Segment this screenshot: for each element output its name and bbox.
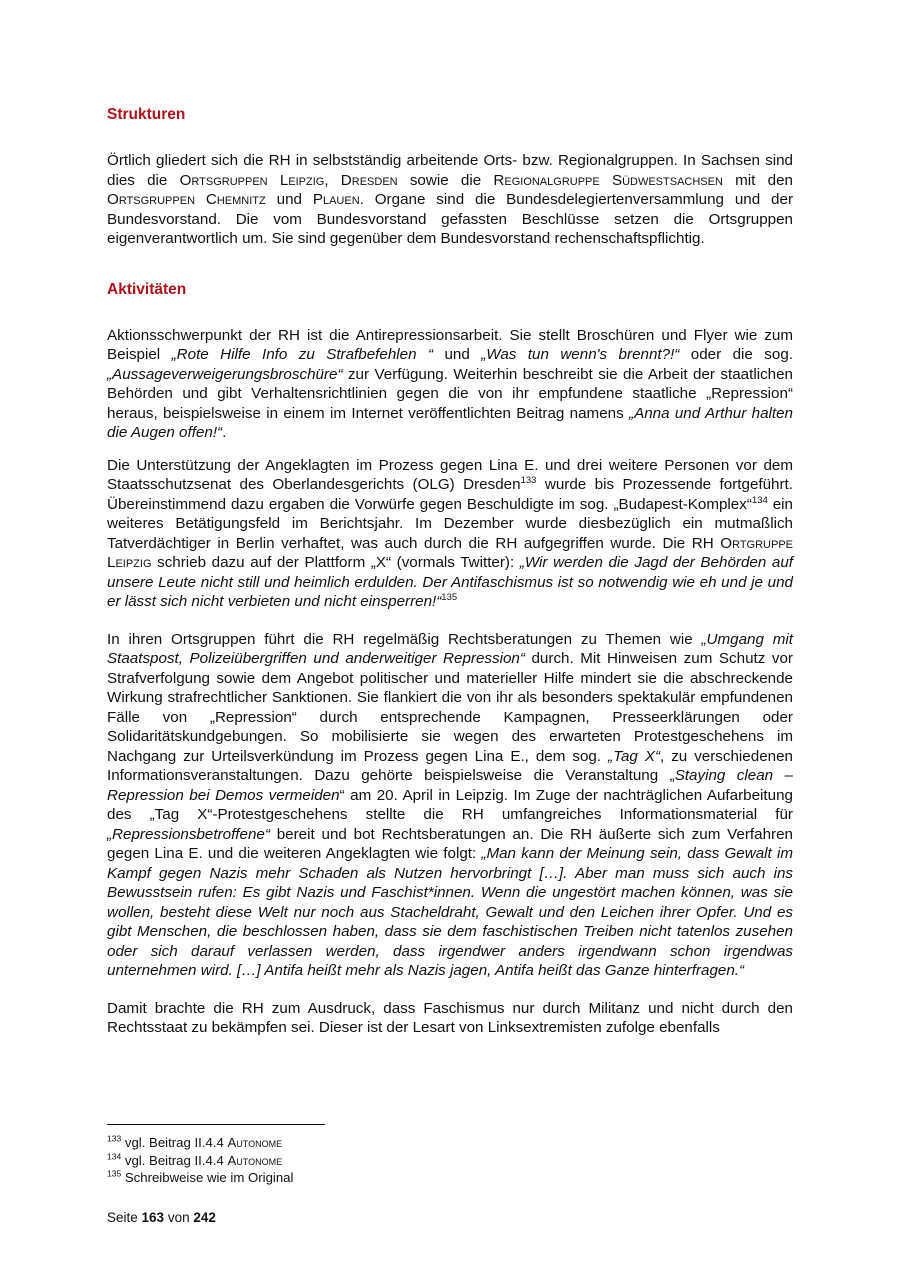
text-run: In ihren Ortsgruppen führt die RH regelmäßig Rechtsberatungen zu Themen wie xyxy=(107,630,702,648)
text-run: oder die sog. xyxy=(679,346,793,363)
title-quote: „Repressionsbetroffene“ xyxy=(107,825,270,843)
text-run: , xyxy=(324,171,341,189)
quote: „Wir werden die Jagd der Behörden auf unsere Leute nicht still und heimlich erdulden. Der Antifaschismus ist so notwendig wie eh und je und er lässt sich nicht verbieten und nicht einsperren!“ xyxy=(107,554,794,610)
title-quote: Staying clean – Repression bei Demos vermeiden xyxy=(107,767,794,804)
org-name: Ortsgruppen Chemnitz xyxy=(107,191,266,208)
org-name: Dresden xyxy=(340,171,398,189)
text-run: bereit und bot Rechtsberatungen an. Die RH äußerte sich zum Verfahren gegen Lina E. und die weiteren Angeklagten wie folgt: xyxy=(107,825,793,862)
text-run: schrieb dazu auf der Plattform „X“ (vormals Twitter): xyxy=(151,554,520,571)
paragraph-aktivitaeten-2 xyxy=(107,456,793,612)
title-quote: „Rote Hilfe Info zu Strafbefehlen “ xyxy=(171,346,434,363)
footnote-ref[interactable]: 135 xyxy=(441,591,458,603)
footnote-number: 135 xyxy=(107,1168,122,1179)
title-quote: „Anna und Arthur halten die Augen offen!“ xyxy=(107,404,794,441)
footnote-number: 133 xyxy=(107,1133,122,1144)
footnote-text: Schreibweise wie im Original xyxy=(124,1170,294,1185)
footnote-item xyxy=(107,1152,793,1170)
text-run: Die Unterstützung der Angeklagten im Prozess gegen Lina E. und drei weitere Personen vor dem Staatsschutzsenat des Oberlandesgerichts (OLG) Dresden xyxy=(107,456,793,493)
title-quote: „Tag X“ xyxy=(608,747,661,765)
footer-prefix: Seite xyxy=(107,1210,142,1225)
title-quote: „Umgang mit Staatspost, Polizeiübergriffen und anderweitiger Repression“ xyxy=(107,630,793,667)
title-quote: „Aussageverweigerungsbroschüre“ xyxy=(107,365,343,383)
footnote-divider xyxy=(107,1124,325,1125)
footer-mid: von xyxy=(164,1210,194,1225)
paragraph-strukturen xyxy=(107,151,793,249)
text-run: , zu verschiedenen Informationsveranstaltungen. Dazu gehörte beispielsweise die Veranstaltung „ xyxy=(107,747,793,784)
section-heading-strukturen: Strukturen xyxy=(107,106,186,123)
paragraph-aktivitaeten-1 xyxy=(107,326,793,443)
footnotes xyxy=(107,1134,793,1187)
text-run: . Organe sind die Bundesdelegiertenversammlung und der Bundesvorstand. Die vom Bundesvorstand gefassten Beschlüsse setzen die Ortsgruppen eigenverantwortlich um. Sie sind gegenüber dem Bundesvorstand rechenschaftspflichtig. xyxy=(107,191,794,247)
footnote-ref[interactable]: 134 xyxy=(751,494,768,506)
document-page xyxy=(107,104,793,1038)
text-run: ein weiteres Betätigungsfeld im Berichtsjahr. Im Dezember wurde diesbezüglich ein mutmaßlich Tatverdächtiger in Berlin verhaftet, was auch durch die RH aufgegriffen wurde. Die RH xyxy=(107,495,793,552)
footnote-ref-name: Autonome xyxy=(227,1152,283,1168)
footnote-text: vgl. Beitrag II.4.4 xyxy=(124,1135,228,1150)
footnote-ref[interactable]: 133 xyxy=(520,474,537,486)
text-run: und xyxy=(265,191,313,208)
footnote-item xyxy=(107,1134,793,1152)
text-run: durch. Mit Hinweisen zum Schutz vor Strafverfolgung sowie dem Angebot politischer und materieller Hilfe mindert sie die abschreckende Wirkung strafrechtlicher Sanktionen. Sie flankiert die von ihr als besonders spektakulär empfundenen Fälle von „Repression“ durch entsprechende Kampagnen, Presseerklärungen oder Solidaritätskundgebungen. So mobilisierte sie wegen des erwarteten Protestgeschehens im Nachgang zur Urteilsverkündung im Prozess gegen Lina E., dem sog. xyxy=(107,650,793,765)
text-run: Aktionsschwerpunkt der RH ist die Antirepressionsarbeit. Sie stellt Broschüren und Flyer wie zum Beispiel xyxy=(107,326,793,363)
paragraph-aktivitaeten-3 xyxy=(107,630,793,981)
text-run: und xyxy=(433,346,482,363)
org-name: Ortsgruppen Leipzig xyxy=(179,171,325,189)
text-run: “ am 20. April in Leipzig. Im Zuge der nachträglichen Aufarbeitung des „Tag X“-Protestgeschehens stellte die RH umfangreiches Informationsmaterial für xyxy=(107,786,793,823)
text-run: Örtlich gliedert sich die RH in selbstständig arbeitende Orts- bzw. Regionalgruppen. In Sachsen sind dies die xyxy=(107,152,793,189)
text-run: wurde bis Prozessende fortgeführt. Übereinstimmend dazu ergaben die Vorwürfe gegen Beschuldigte im sog. „Budapest-Komplex“ xyxy=(107,476,793,513)
page-number: 163 xyxy=(141,1210,165,1225)
org-name: Plauen xyxy=(312,191,360,208)
footnote-text: vgl. Beitrag II.4.4 xyxy=(124,1152,228,1168)
quote: „Man kann der Meinung sein, dass Gewalt im Kampf gegen Nazis mehr Schaden als Nutzen hervorbringt […]. Aber man muss sich auch ins Bewusstsein rufen: Es gibt Nazis und Faschist*innen. Wenn die ungestört machen können, was sie wollen, besteht diese Welt nur noch aus Stacheldraht, Gewalt und den Leichen ihrer Opfer. Und es gibt Menschen, die beschlossen haben, dass sie dem faschistischen Treiben nicht tatenlos zusehen oder sich darauf verlassen werden, dass irgendwer anders irgendwann schon irgendwas unternehmen wird. […] Antifa heißt mehr als Nazis jagen, Antifa heißt das Ganze hinterfragen.“ xyxy=(107,845,793,979)
footnote-ref-name: Autonome xyxy=(227,1135,283,1150)
page-footer xyxy=(107,1210,216,1225)
text-run: mit den xyxy=(722,171,793,189)
text-run: sowie die xyxy=(397,171,494,189)
footnote-number: 134 xyxy=(107,1151,122,1162)
text-run: . xyxy=(222,424,227,441)
title-quote: „Was tun wenn's brennt?!“ xyxy=(481,346,680,363)
org-name: Ortgruppe Leipzig xyxy=(107,534,793,571)
section-heading-aktivitaeten: Aktivitäten xyxy=(107,280,187,298)
paragraph-aktivitaeten-4: Damit brachte die RH zum Ausdruck, dass Faschismus nur durch Militanz und nicht durch den Rechtsstaat zu bekämpfen sei. Dieser ist der Lesart von Linksextremisten zufolge ebenfalls xyxy=(107,999,793,1036)
footnote-item xyxy=(107,1169,793,1187)
text-run: zur Verfügung. Weiterhin beschreibt sie die Arbeit der staatlichen Behörden und gibt Verhaltensrichtlinien gegen die von ihr empfundene staatliche „Repression“ heraus, beispielsweise in einem im Internet veröffentlichten Beitrag namens xyxy=(107,365,793,422)
org-name: Regionalgruppe Südwestsachsen xyxy=(493,171,723,189)
page-total: 242 xyxy=(193,1210,216,1225)
